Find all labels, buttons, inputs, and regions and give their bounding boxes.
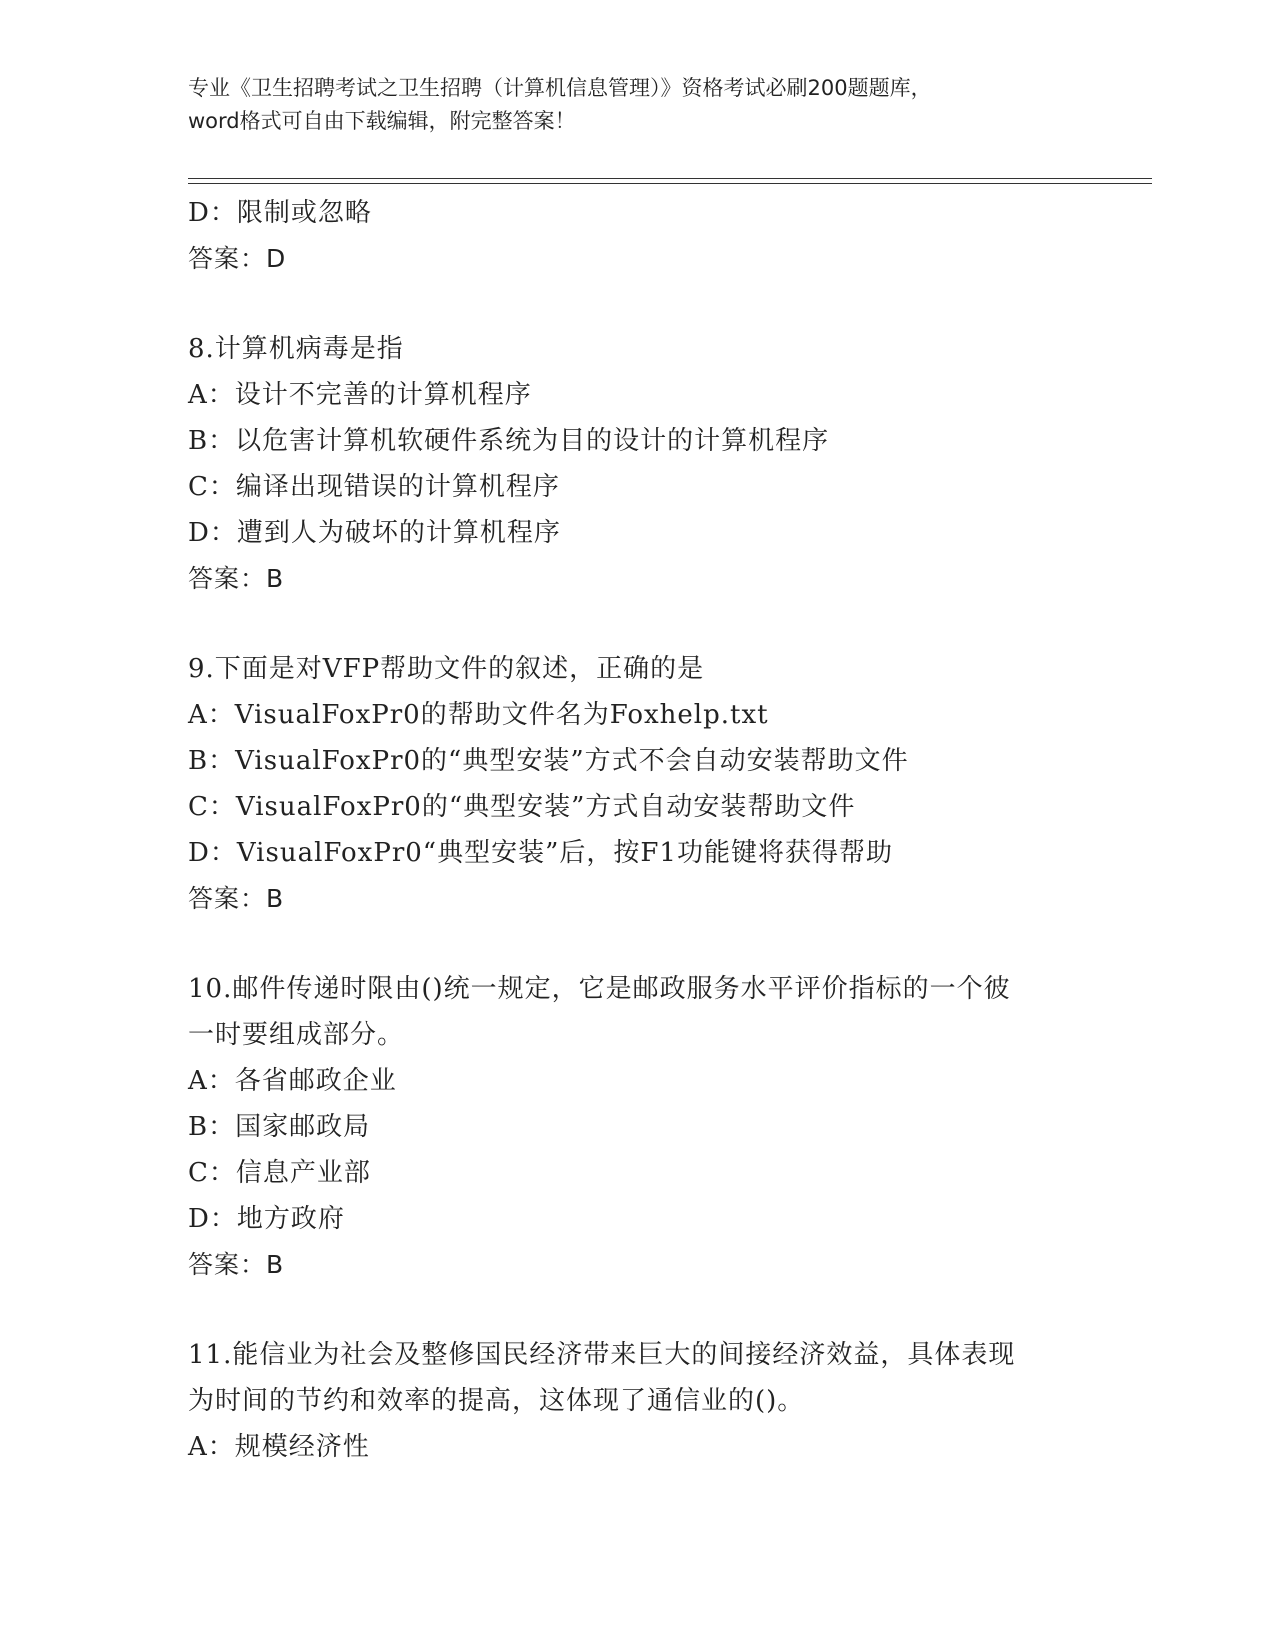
question-9: [188, 646, 1088, 922]
answer: 答案：D: [188, 244, 287, 273]
spacer: [188, 922, 1088, 966]
question-list: [188, 190, 1088, 1470]
header-divider-top: [188, 178, 1152, 179]
question-8: [188, 326, 1088, 602]
option-d: D：遭到人为破坏的计算机程序: [188, 518, 561, 548]
answer: 答案：B: [188, 1250, 285, 1279]
option-a: A：VisualFoxPr0的帮助文件名为Foxhelp.txt: [188, 700, 769, 730]
spacer: [188, 1288, 1088, 1332]
document-header: [188, 72, 1088, 138]
option-d: D：VisualFoxPr0“典型安装”后，按F1功能键将获得帮助: [188, 838, 893, 868]
header-line-1: 专业《卫生招聘考试之卫生招聘（计算机信息管理）》资格考试必刷200题题库，: [188, 76, 932, 100]
answer: 答案：B: [188, 884, 285, 913]
header-line-2: word格式可自由下载编辑，附完整答案！: [188, 109, 576, 133]
option-d: D：地方政府: [188, 1204, 345, 1234]
answer: 答案：B: [188, 564, 285, 593]
question-stem-line-1: 11.能信业为社会及整修国民经济带来巨大的间接经济效益，具体表现: [188, 1340, 1016, 1370]
option-b: B：以危害计算机软硬件系统为目的设计的计算机程序: [188, 426, 830, 456]
spacer: [188, 282, 1088, 326]
option-a: A：设计不完善的计算机程序: [188, 380, 532, 410]
option-a: A：规模经济性: [188, 1432, 370, 1462]
option-c: C：编译出现错误的计算机程序: [188, 472, 560, 502]
question-10: [188, 966, 1088, 1288]
option-b: B：VisualFoxPr0的“典型安装”方式不会自动安装帮助文件: [188, 746, 909, 776]
spacer: [188, 602, 1088, 646]
option-c: C：VisualFoxPr0的“典型安装”方式自动安装帮助文件: [188, 792, 856, 822]
question-stem-line-1: 10.邮件传递时限由()统一规定，它是邮政服务水平评价指标的一个彼: [188, 974, 1011, 1004]
question-11: [188, 1332, 1088, 1470]
question-stem-line-2: 为时间的节约和效率的提高，这体现了通信业的()。: [188, 1386, 805, 1416]
option-d: D：限制或忽略: [188, 198, 372, 228]
question-stem: 9.下面是对VFP帮助文件的叙述，正确的是: [188, 654, 705, 684]
header-divider-bottom: [188, 183, 1152, 184]
option-b: B：国家邮政局: [188, 1112, 371, 1142]
question-fragment: [188, 190, 1088, 282]
option-c: C：信息产业部: [188, 1158, 371, 1188]
question-stem-line-2: 一时要组成部分。: [188, 1020, 405, 1050]
option-a: A：各省邮政企业: [188, 1066, 397, 1096]
question-stem: 8.计算机病毒是指: [188, 334, 404, 364]
